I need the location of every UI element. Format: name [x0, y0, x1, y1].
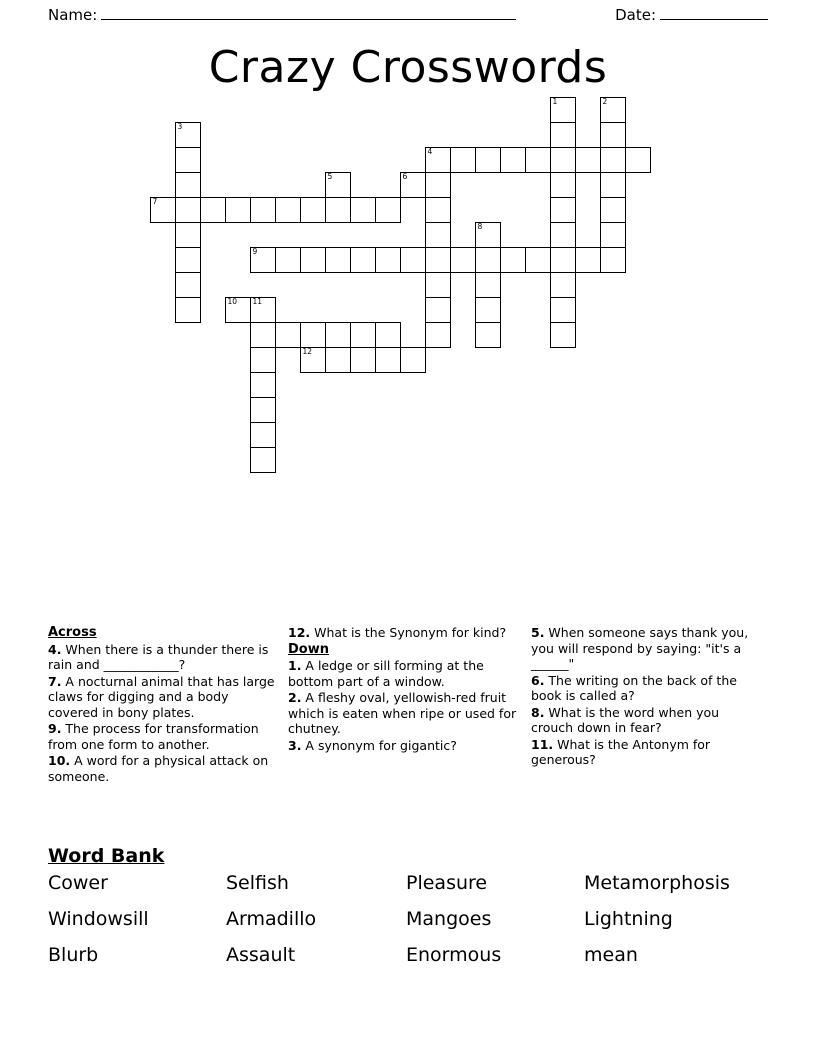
word-bank-item: Lightning [584, 908, 673, 930]
grid-cell[interactable] [475, 297, 501, 323]
clue-text: The writing on the back of the book is called a? [531, 672, 737, 703]
clue-text: What is the Antonym for generous? [531, 736, 711, 767]
word-bank-title: Word Bank [48, 845, 165, 867]
crossword-grid[interactable] [48, 97, 768, 507]
grid-cell[interactable] [325, 172, 351, 198]
clue-item [48, 753, 276, 784]
grid-cell[interactable] [225, 197, 251, 223]
grid-cell[interactable] [250, 447, 276, 473]
grid-cell[interactable] [375, 197, 401, 223]
grid-cell[interactable] [175, 147, 201, 173]
grid-cell[interactable] [450, 247, 476, 273]
grid-cell[interactable] [325, 347, 351, 373]
grid-cell[interactable] [350, 347, 376, 373]
grid-cell[interactable] [600, 122, 626, 148]
grid-cell[interactable] [250, 372, 276, 398]
clue-item [288, 690, 519, 737]
grid-cell[interactable] [550, 297, 576, 323]
grid-cell[interactable] [300, 347, 326, 373]
grid-cell[interactable] [325, 197, 351, 223]
grid-cell[interactable] [500, 147, 526, 173]
grid-cell[interactable] [400, 172, 426, 198]
grid-cell[interactable] [550, 247, 576, 273]
clue-text: A word for a physical attack on someone. [48, 753, 269, 784]
grid-cell[interactable] [350, 247, 376, 273]
word-bank-item: Blurb [48, 944, 99, 966]
word-bank-item: Metamorphosis [584, 872, 730, 894]
grid-cell[interactable] [550, 322, 576, 348]
grid-cell[interactable] [475, 272, 501, 298]
grid-cell[interactable] [250, 297, 276, 323]
grid-cell[interactable] [575, 147, 601, 173]
word-bank-list [48, 872, 768, 966]
grid-cell[interactable] [500, 247, 526, 273]
clues-column-1 [48, 625, 288, 785]
grid-cell-number: 5 [327, 172, 333, 181]
clue-number: 2. [288, 690, 302, 705]
grid-cell[interactable] [425, 172, 451, 198]
grid-cell-number: 11 [252, 297, 263, 306]
grid-cell[interactable] [525, 247, 551, 273]
grid-cell[interactable] [175, 197, 201, 223]
grid-cell[interactable] [250, 322, 276, 348]
grid-cell[interactable] [250, 197, 276, 223]
grid-cell[interactable] [400, 347, 426, 373]
clue-item [531, 737, 756, 768]
grid-cell[interactable] [600, 97, 626, 123]
clue-number: 12. [288, 625, 311, 640]
across-heading: Across [48, 625, 97, 640]
date-label: Date: [615, 6, 656, 24]
clue-text: A fleshy oval, yellowish-red fruit which is eaten when ripe or used for chutney. [288, 690, 517, 736]
grid-cell[interactable] [425, 197, 451, 223]
grid-cell[interactable] [200, 197, 226, 223]
grid-cell[interactable] [600, 247, 626, 273]
clue-item [288, 658, 519, 689]
grid-cell-number: 2 [602, 97, 608, 106]
grid-cell[interactable] [175, 247, 201, 273]
word-bank-item: Pleasure [406, 872, 488, 894]
clue-number: 6. [531, 672, 545, 688]
grid-cell[interactable] [550, 147, 576, 173]
grid-cell[interactable] [550, 272, 576, 298]
grid-cell[interactable] [250, 347, 276, 373]
clue-text: A synonym for gigantic? [301, 737, 457, 753]
grid-cell[interactable] [175, 297, 201, 323]
grid-cell[interactable] [250, 422, 276, 448]
grid-cell-number: 6 [402, 172, 408, 181]
clues-column-3 [531, 625, 768, 785]
clue-text: What is the word when you crouch down in fear? [531, 704, 720, 735]
grid-cell[interactable] [600, 222, 626, 248]
grid-cell[interactable] [550, 197, 576, 223]
grid-cell[interactable] [350, 197, 376, 223]
grid-cell[interactable] [300, 322, 326, 348]
clue-item [48, 721, 276, 752]
name-blank-line[interactable] [101, 6, 516, 20]
word-bank-item: Windowsill [48, 908, 149, 930]
clue-number: 8. [531, 704, 545, 720]
grid-cell[interactable] [425, 272, 451, 298]
grid-cell[interactable] [400, 247, 426, 273]
word-bank-item: Selfish [226, 872, 289, 894]
clue-item [288, 738, 519, 754]
clue-number: 10. [48, 753, 71, 768]
date-blank-line[interactable] [660, 6, 768, 20]
clues-section [48, 625, 768, 785]
grid-cell-number: 9 [252, 247, 258, 256]
clue-item [531, 625, 756, 672]
grid-cell[interactable] [475, 247, 501, 273]
clue-number: 11. [531, 736, 554, 752]
grid-cell[interactable] [350, 322, 376, 348]
clue-text: When there is a thunder there is rain and ____________? [48, 641, 269, 672]
grid-cell[interactable] [600, 147, 626, 173]
word-bank-item: Armadillo [226, 908, 317, 930]
grid-cell[interactable] [425, 147, 451, 173]
clue-item [288, 625, 519, 641]
grid-cell[interactable] [375, 347, 401, 373]
clue-number: 9. [48, 721, 62, 736]
clue-number: 1. [288, 658, 302, 673]
grid-cell[interactable] [475, 147, 501, 173]
grid-cell[interactable] [425, 222, 451, 248]
grid-cell-number: 7 [152, 197, 158, 206]
clues-column-2 [288, 625, 531, 785]
grid-cell[interactable] [575, 247, 601, 273]
grid-cell-number: 3 [177, 122, 183, 131]
grid-cell[interactable] [550, 222, 576, 248]
grid-cell[interactable] [275, 322, 301, 348]
grid-cell-number: 12 [302, 347, 313, 356]
clue-item [48, 674, 276, 721]
clue-number: 7. [48, 673, 62, 689]
grid-cell[interactable] [300, 197, 326, 223]
grid-cell-number: 1 [552, 97, 558, 106]
clue-text: The process for transformation from one form to another. [48, 721, 259, 752]
clue-item [531, 705, 756, 736]
grid-cell[interactable] [550, 97, 576, 123]
clue-text: When someone says thank you, you will respond by saying: "it's a ______" [531, 625, 749, 671]
grid-cell[interactable] [425, 297, 451, 323]
grid-cell[interactable] [475, 222, 501, 248]
grid-cell[interactable] [250, 397, 276, 423]
grid-cell[interactable] [275, 247, 301, 273]
grid-cell[interactable] [425, 322, 451, 348]
word-bank-item: Assault [226, 944, 296, 966]
grid-cell-number: 4 [427, 147, 433, 156]
clue-number: 5. [531, 625, 545, 640]
grid-cell[interactable] [300, 247, 326, 273]
grid-cell[interactable] [550, 172, 576, 198]
grid-cell[interactable] [450, 147, 476, 173]
clue-number: 3. [288, 737, 302, 753]
grid-cell[interactable] [175, 272, 201, 298]
down-heading: Down [288, 641, 329, 657]
grid-cell-number: 8 [477, 222, 483, 231]
clue-text: A nocturnal animal that has large claws for digging and a body covered in bony plates. [48, 673, 275, 720]
grid-cell[interactable] [475, 322, 501, 348]
word-bank-item: Cower [48, 872, 108, 894]
grid-cell[interactable] [550, 122, 576, 148]
word-bank-item: Enormous [406, 944, 502, 966]
clue-item [48, 642, 276, 673]
grid-cell[interactable] [525, 147, 551, 173]
grid-cell[interactable] [375, 247, 401, 273]
grid-cell[interactable] [600, 197, 626, 223]
word-bank-item: Mangoes [406, 908, 492, 930]
grid-cell[interactable] [150, 197, 176, 223]
grid-cell[interactable] [625, 147, 651, 173]
clue-text: A ledge or sill forming at the bottom part of a window. [288, 658, 484, 689]
clue-number: 4. [48, 641, 62, 657]
grid-cell[interactable] [275, 197, 301, 223]
grid-cell[interactable] [175, 222, 201, 248]
grid-cell[interactable] [600, 172, 626, 198]
grid-cell[interactable] [250, 247, 276, 273]
grid-cell[interactable] [175, 172, 201, 198]
word-bank-item: mean [584, 944, 638, 966]
grid-cell-number: 10 [227, 297, 238, 306]
student-info-header [48, 0, 768, 24]
grid-cell[interactable] [425, 247, 451, 273]
grid-cell[interactable] [325, 247, 351, 273]
grid-cell[interactable] [375, 322, 401, 348]
name-label: Name: [48, 6, 98, 24]
page-title: Crazy Crosswords [208, 42, 608, 93]
clue-text: What is the Synonym for kind? [310, 625, 507, 640]
clue-item [531, 673, 756, 704]
grid-cell[interactable] [175, 122, 201, 148]
grid-cell[interactable] [325, 322, 351, 348]
grid-cell[interactable] [225, 297, 251, 323]
